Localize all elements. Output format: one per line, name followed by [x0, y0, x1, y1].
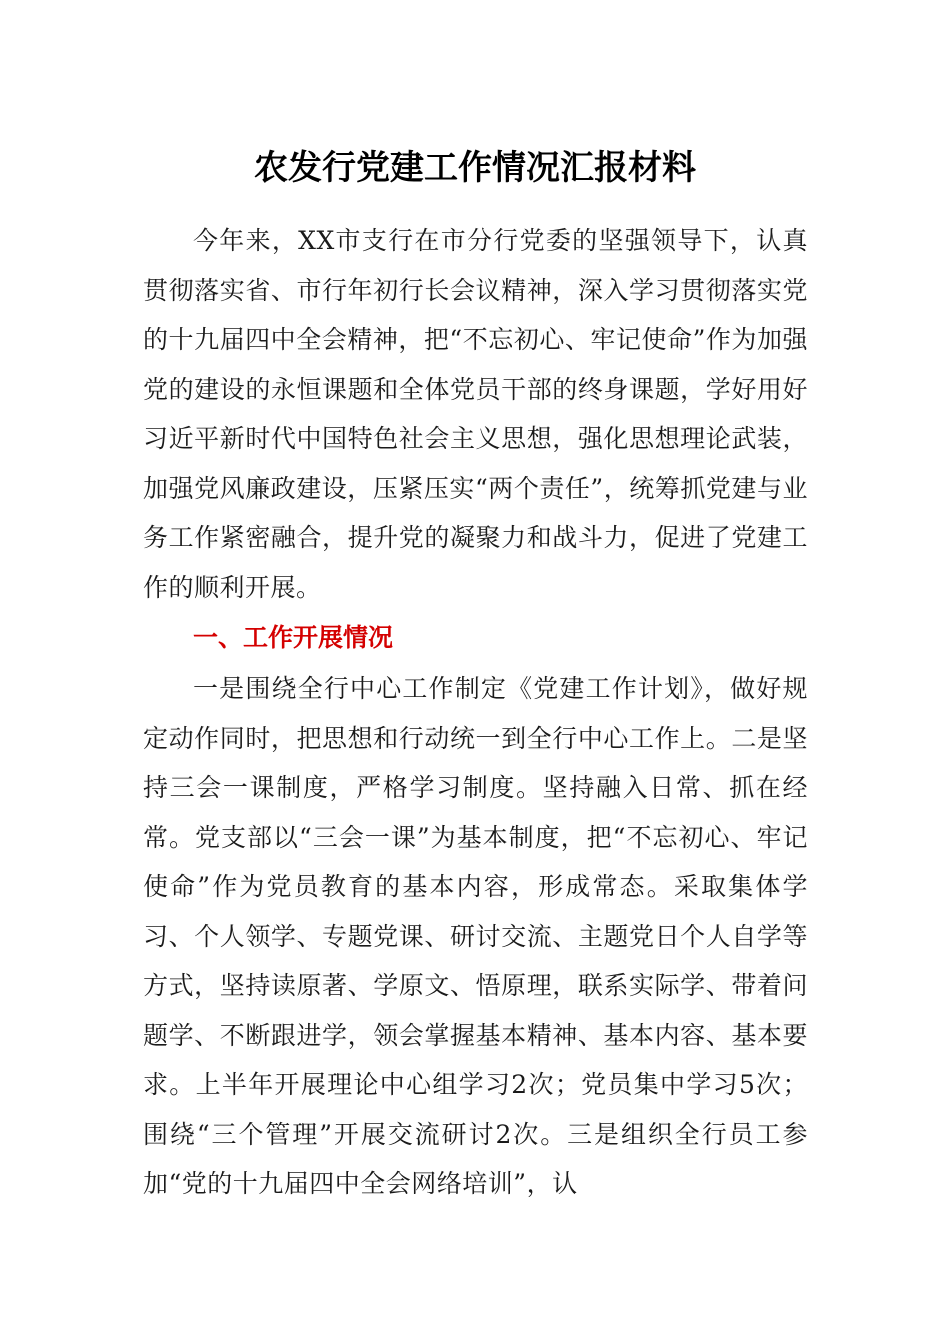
section-paragraph-work-progress: 一是围绕全行中心工作制定《党建工作计划》，做好规定动作同时，把思想和行动统一到全行中心工作上。二是坚持三会一课制度，严格学习制度。坚持融入日常、抓在经常。党支部以“三会一课”为基本制度，把“不忘初心、牢记使命”作为党员教育的基本内容，形成常态。采取集体学习、个人领学、专题党课、研讨交流、主题党日个人自学等方式，坚持读原著、学原文、悟原理，联系实际学、带着问题学、不断跟进学，领会掌握基本精神、基本内容、基本要求。上半年开展理论中心组学习2次；党员集中学习5次；围绕“三个管理”开展交流研讨2次。三是组织全行员工参加“党的十九届四中全会网络培训”，认	[143, 674, 808, 1198]
section-heading-work-progress: 一、工作开展情况	[193, 623, 394, 652]
intro-paragraph: 今年来，XX市支行在市分行党委的坚强领导下，认真贯彻落实省、市行年初行长会议精神，深入学习贯彻落实党的十九届四中全会精神，把“不忘初心、牢记使命”作为加强党的建设的永恒课题和全体党员干部的终身课题，学好用好习近平新时代中国特色社会主义思想，强化思想理论武装，加强党风廉政建设，压紧压实“两个责任”，统筹抓党建与业务工作紧密融合，提升党的凝聚力和战斗力，促进了党建工作的顺利开展。	[143, 226, 808, 602]
document-title: 农发行党建工作情况汇报材料	[254, 148, 696, 188]
